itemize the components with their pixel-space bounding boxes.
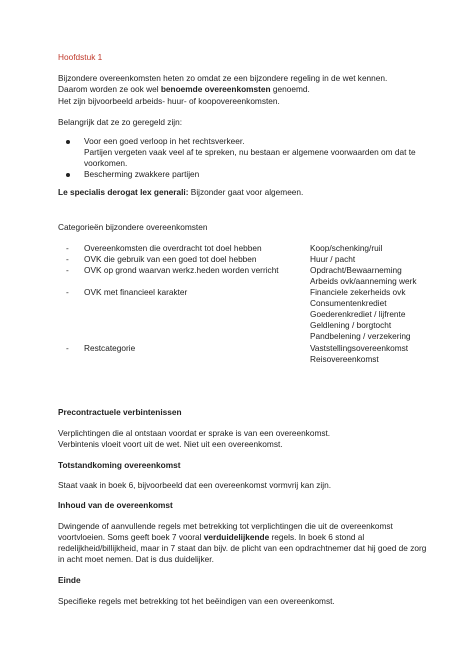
category-right-2-1: Huur / pacht: [310, 254, 356, 264]
bullet-1-line-1: Voor een goed verloop in het rechtsverkeer.: [84, 136, 245, 146]
category-right-4-3: Goederenkrediet / lijfrente: [310, 309, 406, 319]
intro-line-2: Daarom worden ze ook wel benoemde overeenkomsten genoemd.: [58, 84, 310, 94]
precontract-heading: Precontractuele verbintenissen: [58, 407, 182, 417]
category-right-3-1: Opdracht/Bewaarneming: [310, 265, 402, 275]
inhoud-line-4: in acht moet nemen. Dat is dus duidelijker.: [58, 554, 214, 564]
lex-specialis-term: Le specialis derogat lex generali:: [58, 187, 189, 197]
inhoud-heading: Inhoud van de overeenkomst: [58, 500, 173, 510]
totstand-heading: Totstandkoming overeenkomst: [58, 460, 181, 470]
einde-heading: Einde: [58, 575, 81, 585]
row-dash: -: [66, 265, 69, 275]
category-right-5-1: Vaststellingsovereenkomst: [310, 343, 409, 353]
intro-line-3: Het zijn bijvoorbeeld arbeids- huur- of koopovereenkomsten.: [58, 96, 280, 106]
totstand-line: Staat vaak in boek 6, bijvoorbeeld dat een overeenkomst vormvrij kan zijn.: [58, 480, 332, 490]
bullet-1-line-2: Partijen vergeten vaak veel af te spreken, nu bestaan er algemene voorwaarden om dat te: [84, 147, 416, 157]
category-right-3-2: Arbeids ovk/aanneming werk: [310, 276, 417, 286]
category-right-4-5: Pandbelening / verzekering: [310, 331, 411, 341]
precontract-line-2: Verbintenis vloeit voort uit de wet. Niet uit een overeenkomst.: [58, 439, 283, 449]
intro-line-1: Bijzondere overeenkomsten heten zo omdat ze een bijzondere regeling in de wet kennen.: [58, 73, 388, 83]
categories-heading: Categorieën bijzondere overeenkomsten: [58, 222, 208, 232]
row-dash: -: [66, 343, 69, 353]
category-left-2: OVK die gebruik van een goed tot doel hebben: [84, 254, 257, 264]
importance-heading: Belangrijk dat ze zo geregeld zijn:: [58, 117, 183, 127]
category-right-4-2: Consumentenkrediet: [310, 298, 387, 308]
benoemde-overeenkomsten-term: benoemde overeenkomsten: [160, 84, 271, 94]
category-right-1-1: Koop/schenking/ruil: [310, 243, 383, 253]
chapter-title: Hoofdstuk 1: [58, 52, 103, 62]
inhoud-line-2: voortvloeien. Soms geeft boek 7 vooral verduidelijkende regels. In boek 6 stond al: [58, 532, 365, 542]
lex-specialis-line: Le specialis derogat lex generali: Bijzonder gaat voor algemeen.: [58, 187, 304, 197]
verduidelijkende-term: verduidelijkende: [203, 532, 270, 542]
einde-line: Specifieke regels met betrekking tot het beëindigen van een overeenkomst.: [58, 596, 335, 606]
inhoud-line-3: redelijkheid/billijkheid, maar in 7 staat dan bijv. de plicht van een opdrachtnemer dat hij goed de zorg: [58, 543, 427, 553]
row-dash: -: [66, 243, 69, 253]
category-left-5: Restcategorie: [84, 343, 136, 353]
category-left-1: Overeenkomsten die overdracht tot doel hebben: [84, 243, 262, 253]
bullet-dot: [66, 140, 70, 144]
row-dash: -: [66, 254, 69, 264]
bullet-2-line-1: Bescherming zwakkere partijen: [84, 169, 200, 179]
category-left-4: OVK met financieel karakter: [84, 287, 188, 297]
category-right-4-1: Financiele zekerheids ovk: [310, 287, 406, 297]
category-right-5-2: Reisovereenkomst: [310, 354, 379, 364]
bullet-1-line-3: voorkomen.: [84, 158, 128, 168]
bullet-dot: [66, 173, 70, 177]
precontract-line-1: Verplichtingen die al ontstaan voordat er sprake is van een overeenkomst.: [58, 428, 331, 438]
row-dash: -: [66, 287, 69, 297]
category-right-4-4: Geldlening / borgtocht: [310, 320, 392, 330]
category-left-3: OVK op grond waarvan werkz.heden worden verricht: [84, 265, 279, 275]
inhoud-line-1: Dwingende of aanvullende regels met betrekking tot verplichtingen die uit de overeenkomst: [58, 521, 393, 531]
